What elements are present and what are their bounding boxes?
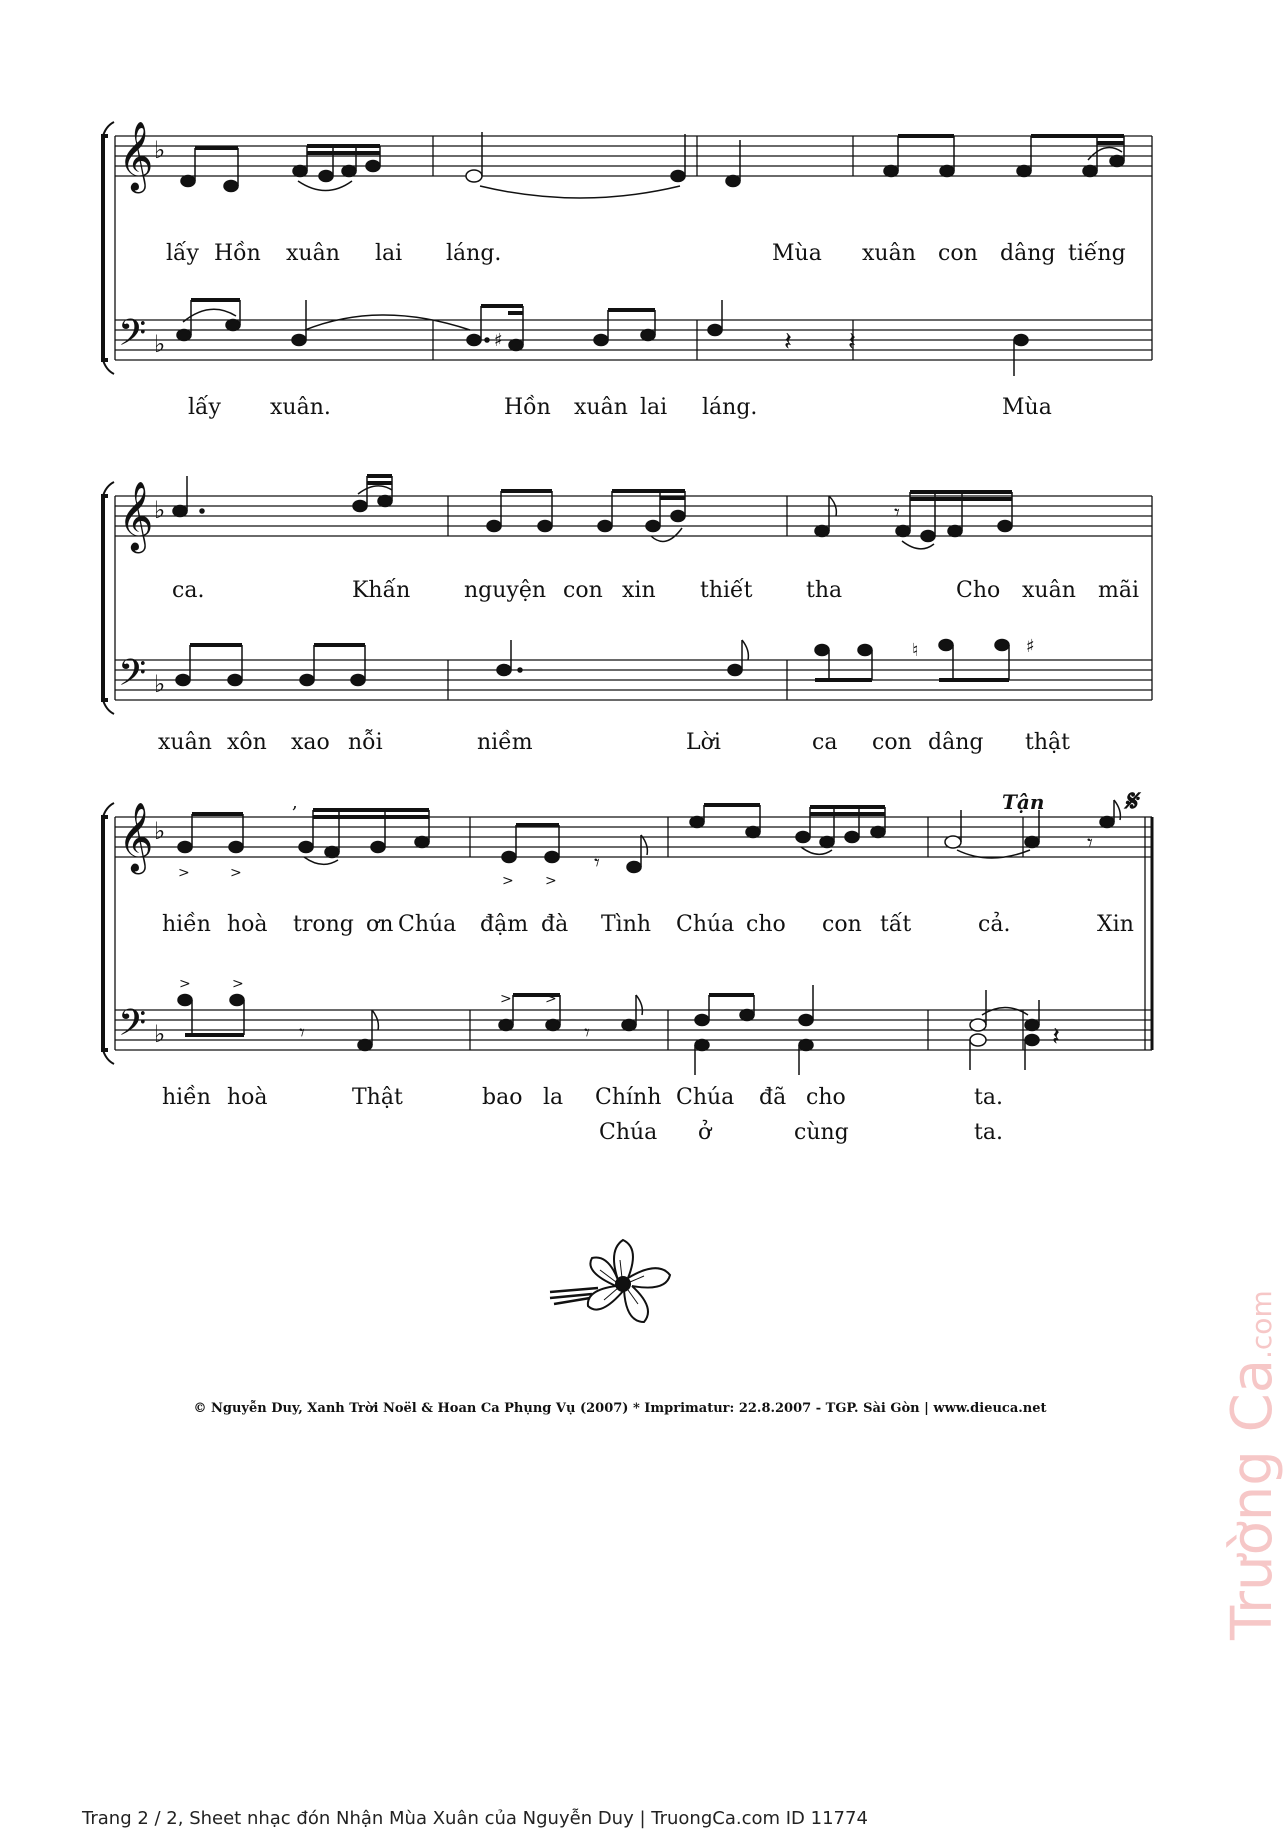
lyric: dâng — [1000, 241, 1056, 266]
lyric: tất — [880, 912, 912, 937]
watermark — [1220, 1290, 1285, 1640]
lyric: đà — [541, 912, 569, 937]
svg-text:♭: ♭ — [154, 670, 166, 698]
svg-text:𝄾: 𝄾 — [1087, 831, 1093, 856]
svg-text:>: > — [178, 865, 190, 881]
lyric: lấy — [166, 241, 199, 266]
treble-clef-icon: 𝄞 — [118, 802, 154, 872]
lyric: thiết — [700, 578, 753, 603]
lyric: lai — [640, 395, 668, 420]
lyric: xuân — [574, 395, 628, 420]
lyric: cho — [746, 912, 786, 937]
lyric: xuân — [286, 241, 340, 266]
lyric: nguyện — [464, 578, 547, 603]
svg-text:♭: ♭ — [154, 330, 166, 358]
lyric: tiếng — [1068, 241, 1126, 266]
lyric: ta. — [974, 1120, 1003, 1145]
flower-illustration — [548, 1230, 688, 1330]
lyric: tha — [806, 578, 843, 603]
lyric: Thật — [352, 1085, 403, 1110]
lyric: nỗi — [348, 730, 383, 755]
lyric: hiền — [162, 1085, 211, 1110]
lyric: hoà — [227, 912, 268, 937]
lyric: cho — [806, 1085, 846, 1110]
lyric: xôn — [227, 730, 267, 755]
lyric: ca. — [172, 578, 205, 603]
tan-marking: Tận — [1002, 790, 1045, 814]
lyric: trong — [293, 912, 354, 937]
watermark-main: Trường Ca — [1220, 1358, 1285, 1640]
treble-clef-icon: 𝄞 — [118, 481, 154, 551]
lyric: ta. — [974, 1085, 1003, 1110]
svg-text:♭: ♭ — [154, 496, 166, 524]
lyric: Cho — [956, 578, 1001, 603]
svg-text:>: > — [502, 873, 514, 889]
svg-text:>: > — [545, 991, 557, 1007]
lyric: con — [872, 730, 912, 755]
svg-text:♭: ♭ — [154, 136, 166, 164]
svg-text:♭: ♭ — [154, 817, 166, 845]
lyric: lấy — [188, 395, 221, 420]
svg-text:𝄽: 𝄽 — [784, 327, 792, 357]
lyric: ơn — [366, 912, 394, 937]
bass-clef-icon: 𝄢 — [118, 1002, 147, 1053]
svg-text:𝄾: 𝄾 — [299, 1021, 305, 1046]
lyric: Khấn — [352, 578, 411, 603]
svg-text:♮: ♮ — [912, 640, 919, 661]
lyric: đậm — [480, 912, 529, 937]
lyric: xuân. — [270, 395, 331, 420]
svg-text:𝄾: 𝄾 — [594, 851, 600, 876]
lyric: Chúa — [398, 912, 457, 937]
svg-text:>: > — [232, 976, 244, 992]
lyric: xuân — [862, 241, 916, 266]
copyright-notice: © Nguyễn Duy, Xanh Trời Noël & Hoan Ca Phụng Vụ (2007) * Imprimatur: 22.8.2007 - TGP. Sài Gòn | www.dieuca.net — [193, 1401, 1047, 1416]
svg-text:>: > — [230, 865, 242, 881]
lyric: hiền — [162, 912, 211, 937]
watermark-suffix: .com — [1245, 1290, 1278, 1359]
lyric: hoà — [227, 1085, 268, 1110]
lyric: thật — [1025, 730, 1070, 755]
lyric: dâng — [928, 730, 984, 755]
lyric: Chúa — [599, 1120, 658, 1145]
treble-staff-2 — [115, 496, 1152, 536]
lyric: con — [822, 912, 862, 937]
svg-text:♯: ♯ — [494, 330, 503, 351]
lyric: con — [563, 578, 603, 603]
svg-text:♯: ♯ — [1026, 636, 1035, 657]
svg-text:>: > — [179, 976, 191, 992]
lyric: đã — [759, 1085, 787, 1110]
lyric: Chúa — [676, 1085, 735, 1110]
lyric: Xin — [1097, 912, 1134, 937]
treble-clef-icon: 𝄞 — [118, 121, 154, 191]
lyric: Mùa — [772, 241, 822, 266]
lyric: xin — [622, 578, 656, 603]
segno-icon: 𝄋 — [1124, 784, 1137, 819]
lyric: Lời — [686, 730, 721, 755]
lyric: Hồn — [504, 395, 551, 420]
lyric: mãi — [1098, 578, 1140, 603]
lyric: la — [543, 1085, 564, 1110]
lyric: Chúa — [676, 912, 735, 937]
lyric: niềm — [477, 730, 533, 755]
lyric: Mùa — [1002, 395, 1052, 420]
svg-text:>: > — [545, 873, 557, 889]
lyric: con — [938, 241, 978, 266]
lyric: Hồn — [214, 241, 261, 266]
svg-text:♭: ♭ — [154, 1020, 166, 1048]
svg-text:𝄾: 𝄾 — [584, 1021, 590, 1046]
treble-staff-3 — [115, 817, 1152, 857]
lyric: Chính — [595, 1085, 662, 1110]
svg-text:>: > — [500, 991, 512, 1007]
lyric: xao — [291, 730, 330, 755]
treble-staff-1 — [115, 136, 1152, 176]
bass-clef-icon: 𝄢 — [118, 652, 147, 703]
lyric: xuân — [1022, 578, 1076, 603]
page-footer: Trang 2 / 2, Sheet nhạc đón Nhận Mùa Xuân của Nguyễn Duy | TruongCa.com ID 11774 — [82, 1808, 868, 1829]
svg-text:𝄽: 𝄽 — [1052, 1022, 1060, 1052]
bass-staff-1 — [115, 320, 1152, 360]
lyric: Tình — [601, 912, 652, 937]
lyric: cùng — [794, 1120, 849, 1145]
lyric: xuân — [158, 730, 212, 755]
lyric: láng. — [702, 395, 758, 420]
lyric: bao — [482, 1085, 523, 1110]
svg-text:,: , — [292, 792, 298, 813]
svg-text:𝄾: 𝄾 — [894, 501, 900, 526]
lyric: lai — [375, 241, 403, 266]
lyric: ở — [698, 1120, 712, 1145]
lyric: ca — [812, 730, 838, 755]
lyric: láng. — [446, 241, 502, 266]
bass-clef-icon: 𝄢 — [118, 312, 147, 363]
svg-text:𝄽: 𝄽 — [848, 327, 856, 357]
lyric: cả. — [978, 912, 1011, 937]
